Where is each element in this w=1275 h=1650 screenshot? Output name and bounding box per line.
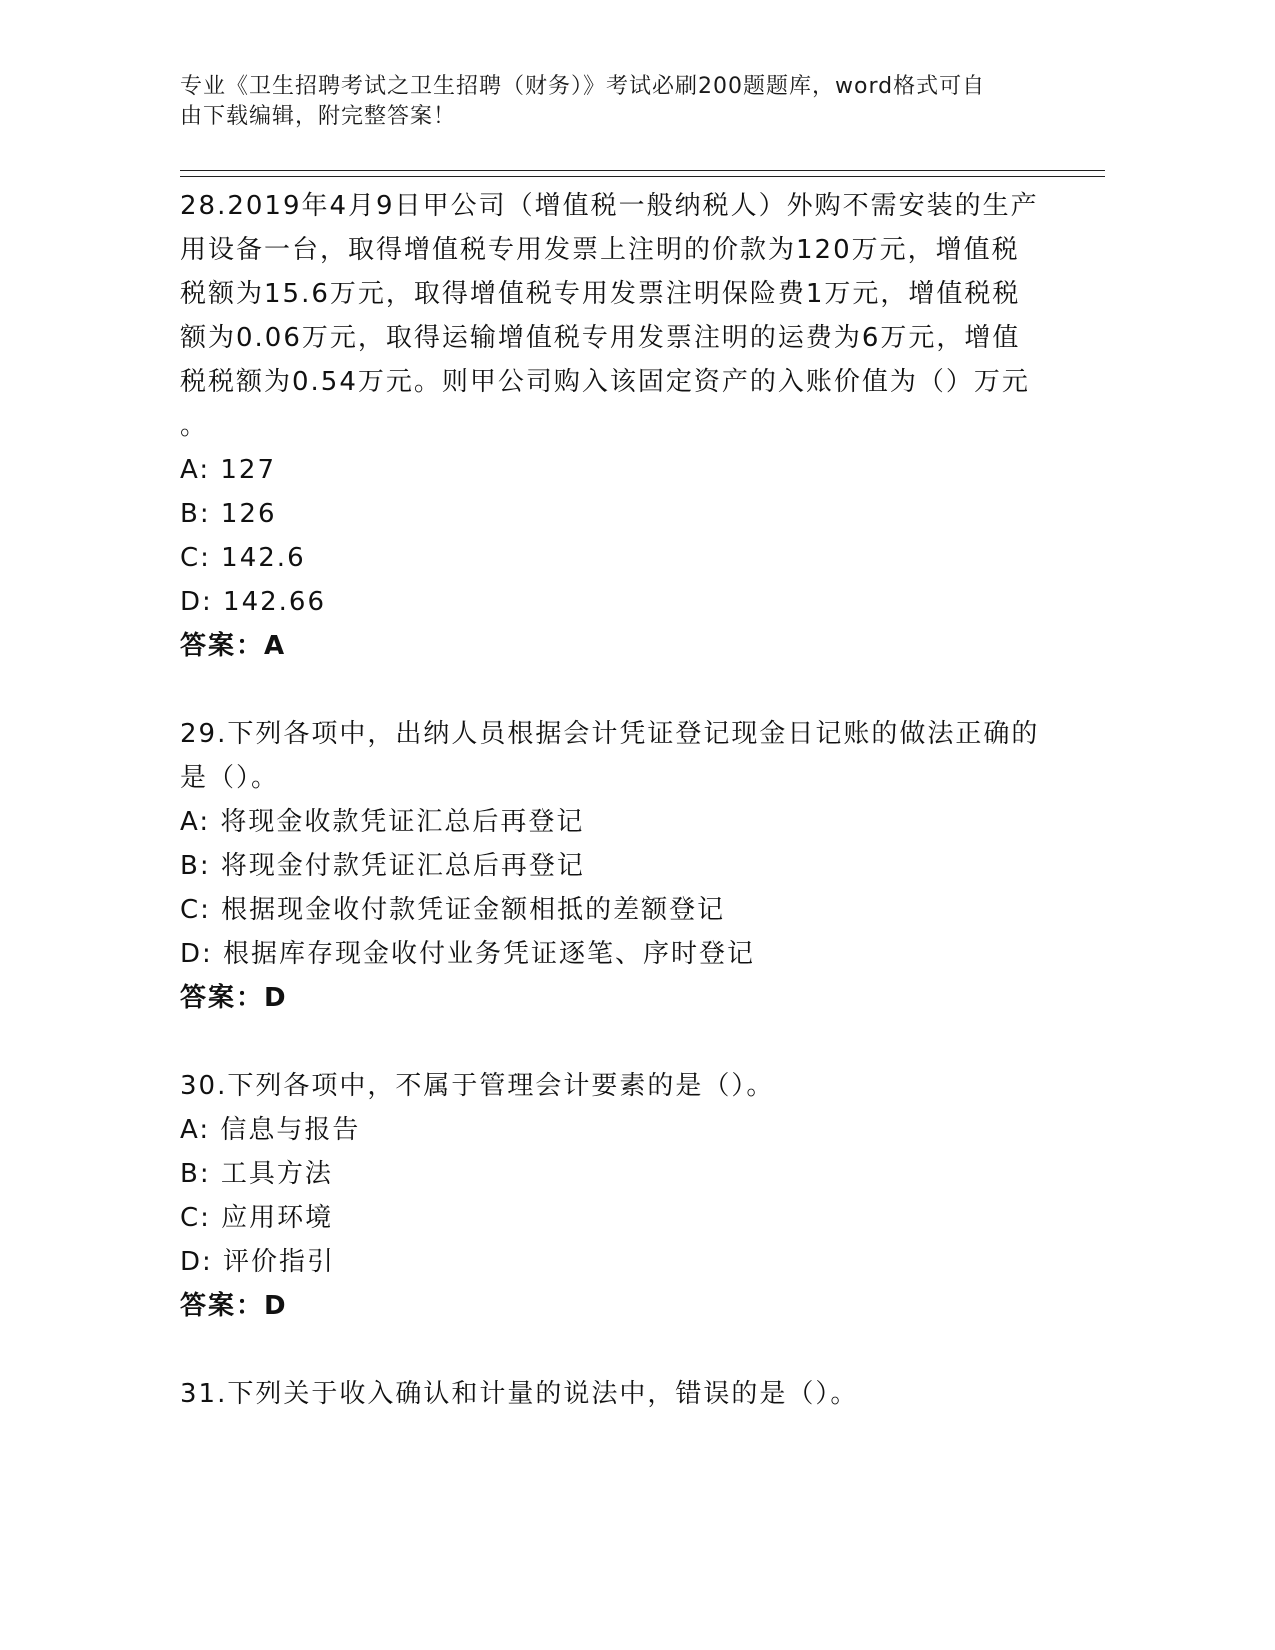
- question-stem-line: 是（）。: [180, 763, 280, 793]
- option-c: C: 应用环境: [180, 1203, 334, 1233]
- option-a: A: 127: [180, 455, 276, 485]
- option-c: C: 142.6: [180, 543, 306, 573]
- header-rule-top: [180, 170, 1105, 171]
- question-stem-line: 。: [180, 411, 209, 441]
- option-a: A: 信息与报告: [180, 1115, 361, 1145]
- header-line-1: 专业《卫生招聘考试之卫生招聘（财务）》考试必刷200题题库，word格式可自: [180, 74, 986, 99]
- question-30: [180, 1064, 1040, 1328]
- answer: 答案：D: [180, 1291, 288, 1321]
- header-line-2: 由下载编辑，附完整答案！: [180, 104, 457, 129]
- option-b: B: 工具方法: [180, 1159, 333, 1189]
- option-d: D: 142.66: [180, 587, 327, 617]
- question-list: [180, 184, 1040, 1416]
- question-stem-line: 31.下列关于收入确认和计量的说法中，错误的是（）。: [180, 1379, 859, 1409]
- question-stem-line: 29.下列各项中，出纳人员根据会计凭证登记现金日记账的做法正确的: [180, 719, 1040, 749]
- question-stem-line: 额为0.06万元，取得运输增值税专用发票注明的运费为6万元，增值: [180, 323, 1021, 353]
- option-c: C: 根据现金收付款凭证金额相抵的差额登记: [180, 895, 726, 925]
- question-28: [180, 184, 1040, 668]
- spacer: [180, 1328, 1040, 1372]
- answer: 答案：A: [180, 631, 287, 661]
- header-rule-bottom: [180, 176, 1105, 177]
- option-d: D: 评价指引: [180, 1247, 336, 1277]
- document-header: [180, 72, 1040, 132]
- question-31: [180, 1372, 1040, 1416]
- spacer: [180, 668, 1040, 712]
- question-stem-line: 用设备一台，取得增值税专用发票上注明的价款为120万元，增值税: [180, 235, 1020, 265]
- question-stem-line: 28.2019年4月9日甲公司（增值税一般纳税人）外购不需安装的生产: [180, 191, 1039, 221]
- question-stem-line: 税额为15.6万元，取得增值税专用发票注明保险费1万元，增值税税: [180, 279, 1021, 309]
- option-a: A: 将现金收款凭证汇总后再登记: [180, 807, 585, 837]
- question-stem-line: 30.下列各项中，不属于管理会计要素的是（）。: [180, 1071, 775, 1101]
- option-b: B: 将现金付款凭证汇总后再登记: [180, 851, 585, 881]
- question-stem-line: 税税额为0.54万元。则甲公司购入该固定资产的入账价值为（）万元: [180, 367, 1030, 397]
- question-29: [180, 712, 1040, 1020]
- option-d: D: 根据库存现金收付业务凭证逐笔、序时登记: [180, 939, 756, 969]
- option-b: B: 126: [180, 499, 277, 529]
- spacer: [180, 1020, 1040, 1064]
- answer: 答案：D: [180, 983, 288, 1013]
